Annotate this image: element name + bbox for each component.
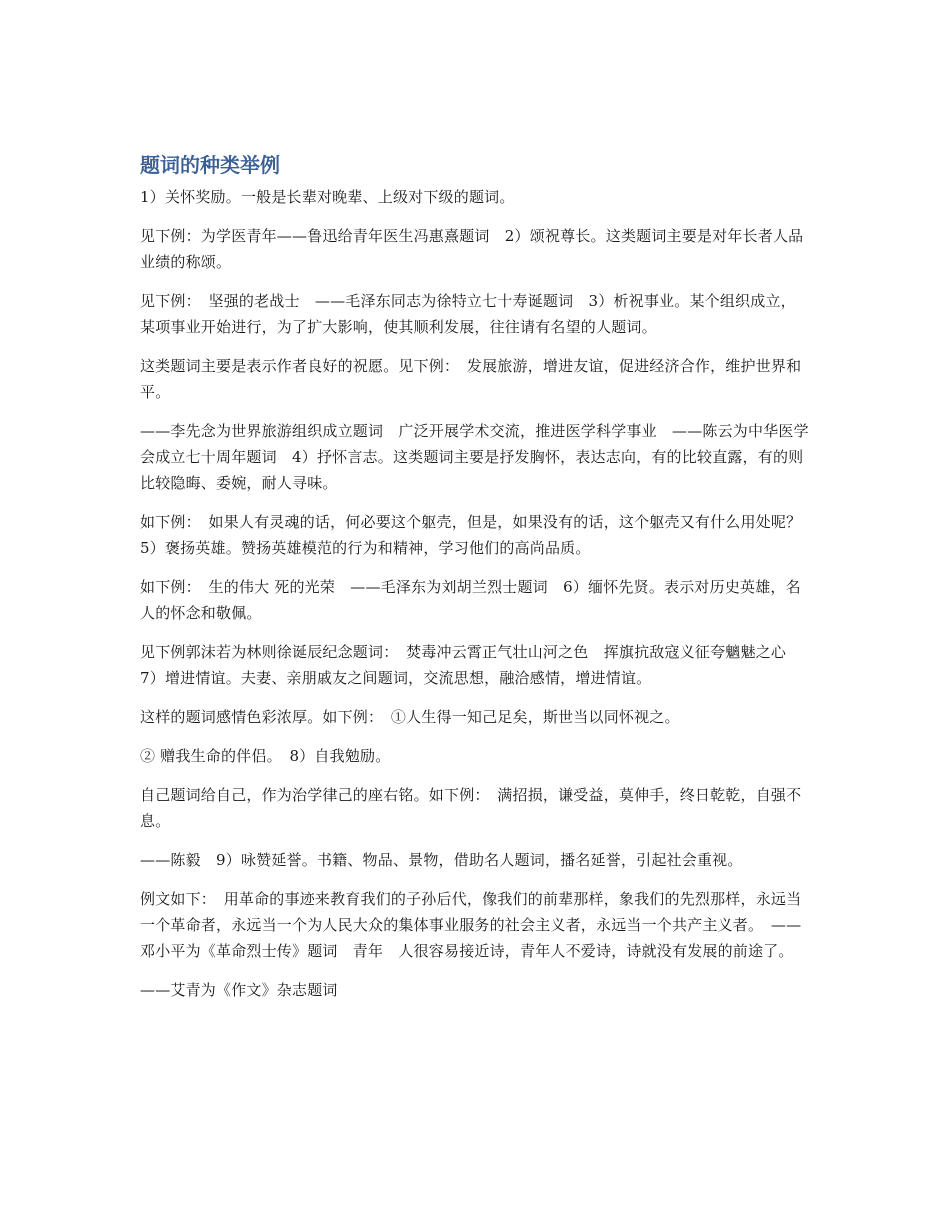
paragraph-4: 这类题词主要是表示作者良好的祝愿。见下例： 发展旅游，增进友谊，促进经济合作，维护世界和平。 [140,357,802,401]
paragraph-1: 1）关怀奖励。一般是长辈对晚辈、上级对下级的题词。 [140,188,515,206]
paragraph-13: 例文如下： 用革命的事迹来教育我们的子孙后代，像我们的前辈那样，象我们的先烈那样，永远当一个革命者，永远当一个为人民大众的集体事业服务的社会主义者，永远当一个共产主义者。 ——邓小平为《革命烈士传》题词 青年 人很容易接近诗，青年人不爱诗，诗就没有发展的前途了。 [140,890,802,960]
paragraph-7: 如下例： 生的伟大 死的光荣 ——毛泽东为刘胡兰烈士题词 6）缅怀先贤。表示对历史英雄，名人的怀念和敬佩。 [140,578,801,622]
paragraph-2: 见下例：为学医青年——鲁迅给青年医生冯惠熹题词 2）颂祝尊长。这类题词主要是对年长者人品业绩的称颂。 [140,227,804,271]
paragraph-12: ——陈毅 9）咏赞延誉。书籍、物品、景物，借助名人题词，播名延誉，引起社会重视。 [140,851,743,869]
paragraph-9: 这样的题词感情色彩浓厚。如下例： ①人生得一知己足矣，斯世当以同怀视之。 [140,708,680,726]
paragraph-11: 自己题词给自己，作为治学律己的座右铭。如下例： 满招损，谦受益，莫伸手，终日乾乾，自强不息。 [140,786,802,830]
paragraph-6: 如下例： 如果人有灵魂的话，何必要这个躯壳，但是，如果没有的话，这个躯壳又有什么用处呢？ 5）褒扬英雄。赞扬英雄模范的行为和精神，学习他们的高尚品质。 [140,513,817,557]
paragraph-8: 见下例郭沫若为林则徐诞辰纪念题词： 焚毒冲云霄正气壮山河之色 挥旗抗敌寇义征夸魑魅之心 7）增进情谊。夫妻、亲朋戚友之间题词，交流思想，融洽感情，增进情谊。 [140,643,802,687]
paragraph-5: ——李先念为世界旅游组织成立题词 广泛开展学术交流，推进医学科学事业 ——陈云为中华医学会成立七十周年题词 4）抒怀言志。这类题词主要是抒发胸怀，表达志向，有的比较直露，有的则比较隐晦、委婉，耐人寻味。 [140,422,809,492]
paragraph-14: ——艾青为《作文》杂志题词 [140,981,338,999]
paragraph-3: 见下例： 坚强的老战士 ——毛泽东同志为徐特立七十寿诞题词 3）析祝事业。某个组织成立，某项事业开始进行，为了扩大影响，使其顺利发展，往往请有名望的人题词。 [140,292,796,336]
document-title: 题词的种类举例 [140,153,280,177]
paragraph-10: ② 赠我生命的伴侣。 8）自我勉励。 [140,747,391,765]
